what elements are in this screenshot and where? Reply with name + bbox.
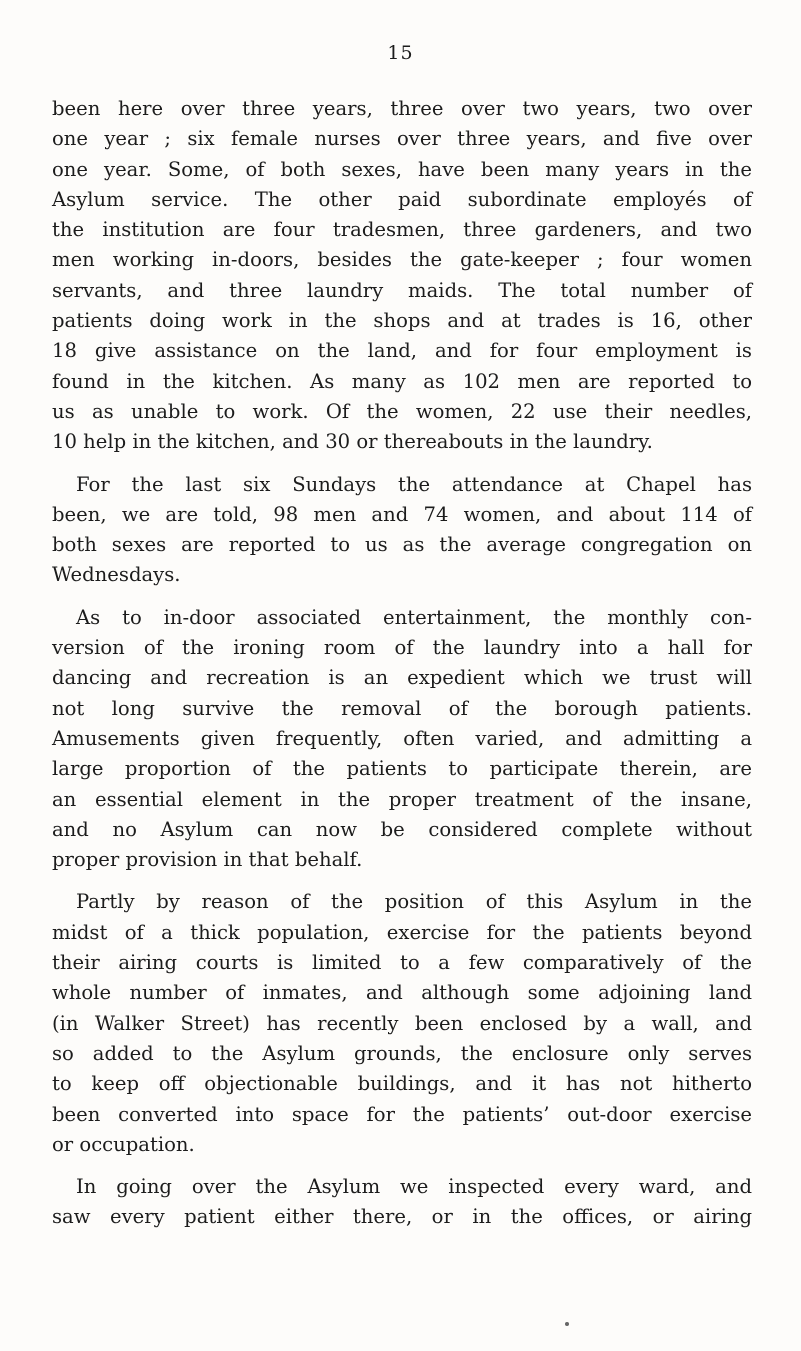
text-line: been, we are told, 98 men and 74 women, and about 114 of: [52, 502, 752, 526]
text-line: version of the ironing room of the laundry into a hall for: [52, 636, 752, 660]
text-line: patients doing work in the shops and at trades is 16, other: [52, 309, 752, 333]
text-line: both sexes are reported to us as the average congregation on: [52, 533, 752, 557]
text-body: [52, 94, 752, 1233]
text-line: midst of a thick population, exercise for the patients beyond: [52, 920, 752, 944]
paragraph-3: [52, 603, 752, 876]
paragraph-2: [52, 470, 752, 591]
text-line: found in the kitchen. As many as 102 men are reported to: [52, 369, 752, 393]
text-line: or occupation.: [52, 1132, 195, 1156]
text-line: servants, and three laundry maids. The total number of: [52, 278, 752, 302]
text-line: an essential element in the proper treatment of the insane,: [52, 787, 752, 811]
text-line: the institution are four tradesmen, three gardeners, and two: [52, 218, 752, 242]
text-line: us as unable to work. Of the women, 22 use their needles,: [52, 399, 752, 423]
text-line: one year ; six female nurses over three years, and five over: [52, 127, 752, 151]
text-line: not long survive the removal of the borough patients.: [52, 696, 752, 720]
page-number: 15: [387, 42, 414, 64]
text-line: (in Walker Street) has recently been enclosed by a wall, and: [52, 1011, 752, 1035]
text-line: men working in-doors, besides the gate-keeper ; four women: [52, 248, 752, 272]
text-line: Partly by reason of the position of this Asylum in the: [76, 890, 752, 914]
paragraph-4: [52, 887, 752, 1160]
text-line: dancing and recreation is an expedient which we trust will: [52, 666, 752, 690]
text-line: As to in-door associated entertainment, the monthly con-: [76, 605, 752, 629]
text-line: proper provision in that behalf.: [52, 848, 363, 872]
text-line: 18 give assistance on the land, and for four employment is: [52, 339, 752, 363]
text-line: their airing courts is limited to a few comparatively of the: [52, 951, 752, 975]
text-line: to keep off objectionable buildings, and it has not hitherto: [52, 1072, 752, 1096]
text-line: whole number of inmates, and although some adjoining land: [52, 981, 752, 1005]
text-line: so added to the Asylum grounds, the enclosure only serves: [52, 1041, 752, 1065]
paragraph-gap: [52, 1160, 752, 1172]
paragraph-5: [52, 1172, 752, 1233]
text-line: Wednesdays.: [52, 563, 181, 587]
text-line: 10 help in the kitchen, and 30 or thereabouts in the laundry.: [52, 430, 653, 454]
text-line: For the last six Sundays the attendance at Chapel has: [76, 472, 752, 496]
ink-mark: [565, 1322, 569, 1326]
paragraph-1: [52, 94, 752, 458]
text-line: Amusements given frequently, often varied, and admitting a: [52, 726, 752, 750]
text-line: been converted into space for the patients’ out-door exercise: [52, 1102, 752, 1126]
paragraph-gap: [52, 458, 752, 470]
text-line: been here over three years, three over two years, two over: [52, 97, 752, 120]
text-line: In going over the Asylum we inspected every ward, and: [76, 1175, 752, 1199]
text-line: one year. Some, of both sexes, have been many years in the: [52, 157, 752, 181]
text-line: and no Asylum can now be considered complete without: [52, 817, 752, 841]
text-line: saw every patient either there, or in the offices, or airing: [52, 1205, 752, 1229]
paragraph-gap: [52, 591, 752, 603]
text-line: large proportion of the patients to participate therein, are: [52, 757, 752, 781]
text-line: Asylum service. The other paid subordinate employés of: [52, 187, 752, 211]
paragraph-gap: [52, 875, 752, 887]
